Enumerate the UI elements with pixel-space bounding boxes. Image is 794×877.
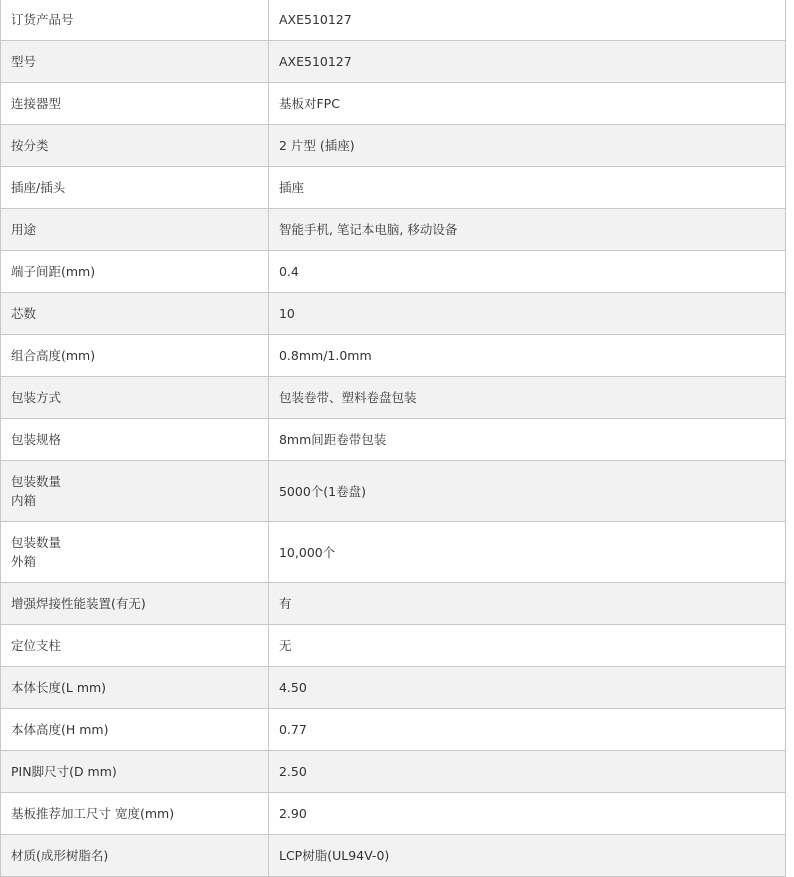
row-value: 5000个(1卷盘) <box>268 461 785 522</box>
row-label <box>1 251 269 293</box>
table-row <box>1 667 786 709</box>
row-label <box>1 751 269 793</box>
row-label <box>1 377 269 419</box>
table-row <box>1 167 786 209</box>
row-value: 10,000个 <box>268 522 785 583</box>
label-text: 基板推荐加工尺寸 宽度(mm) <box>11 806 175 821</box>
row-value: 基板对FPC <box>268 83 785 125</box>
row-value: LCP树脂(UL94V-0) <box>268 835 785 877</box>
table-row <box>1 41 786 83</box>
row-value: 2.90 <box>268 793 785 835</box>
row-label <box>1 83 269 125</box>
label-text: PIN脚尺寸(D mm) <box>11 764 117 779</box>
label-text: 连接器型 <box>11 96 62 111</box>
row-value: 0.8mm/1.0mm <box>268 335 785 377</box>
row-label <box>1 625 269 667</box>
row-value: 0.4 <box>268 251 785 293</box>
row-label <box>1 335 269 377</box>
row-value: 2.50 <box>268 751 785 793</box>
table-row <box>1 419 786 461</box>
table-row <box>1 0 786 41</box>
row-label <box>1 41 269 83</box>
table-row <box>1 209 786 251</box>
label-text: 定位支柱 <box>11 638 62 653</box>
label-text: 芯数 <box>11 306 37 321</box>
row-label <box>1 0 269 41</box>
label-text: 包装数量 <box>11 474 62 489</box>
row-label <box>1 209 269 251</box>
table-row <box>1 793 786 835</box>
row-label <box>1 293 269 335</box>
row-value: 智能手机, 笔记本电脑, 移动设备 <box>268 209 785 251</box>
row-label <box>1 125 269 167</box>
row-value: 插座 <box>268 167 785 209</box>
label-text: 包装规格 <box>11 432 62 447</box>
label-text: 增强焊接性能装置(有无) <box>11 596 146 611</box>
row-value: 无 <box>268 625 785 667</box>
label-text: 本体长度(L mm) <box>11 680 107 695</box>
label-text: 型号 <box>11 54 37 69</box>
table-row <box>1 251 786 293</box>
table-row <box>1 461 786 522</box>
table-row <box>1 835 786 877</box>
table-row <box>1 709 786 751</box>
label-text: 组合高度(mm) <box>11 348 96 363</box>
table-row <box>1 125 786 167</box>
label-text: 包装数量 <box>11 535 62 550</box>
row-label <box>1 522 269 583</box>
spec-table-body <box>1 0 786 877</box>
row-value: 10 <box>268 293 785 335</box>
table-row <box>1 83 786 125</box>
table-row <box>1 522 786 583</box>
label-text: 包装方式 <box>11 390 62 405</box>
table-row <box>1 625 786 667</box>
row-value: AXE510127 <box>268 0 785 41</box>
row-label <box>1 167 269 209</box>
row-value: 8mm间距卷带包装 <box>268 419 785 461</box>
table-row <box>1 335 786 377</box>
label-text: 材质(成形树脂名) <box>11 848 109 863</box>
table-row <box>1 583 786 625</box>
label-text: 插座/插头 <box>11 180 66 195</box>
table-row <box>1 751 786 793</box>
row-label <box>1 793 269 835</box>
label-text: 端子间距(mm) <box>11 264 96 279</box>
table-row <box>1 377 786 419</box>
row-value: 有 <box>268 583 785 625</box>
label-text: 订货产品号 <box>11 12 74 27</box>
row-label <box>1 835 269 877</box>
label-text: 本体高度(H mm) <box>11 722 109 737</box>
row-label <box>1 461 269 522</box>
row-label <box>1 709 269 751</box>
label-text: 用途 <box>11 222 37 237</box>
label-subtext: 内箱 <box>11 493 37 508</box>
table-row <box>1 293 786 335</box>
row-value: 2 片型 (插座) <box>268 125 785 167</box>
row-value: 0.77 <box>268 709 785 751</box>
row-value: 4.50 <box>268 667 785 709</box>
row-label <box>1 667 269 709</box>
label-text: 按分类 <box>11 138 49 153</box>
row-value: 包装卷带、塑料卷盘包装 <box>268 377 785 419</box>
row-label <box>1 583 269 625</box>
row-value: AXE510127 <box>268 41 785 83</box>
row-label <box>1 419 269 461</box>
label-subtext: 外箱 <box>11 554 37 569</box>
